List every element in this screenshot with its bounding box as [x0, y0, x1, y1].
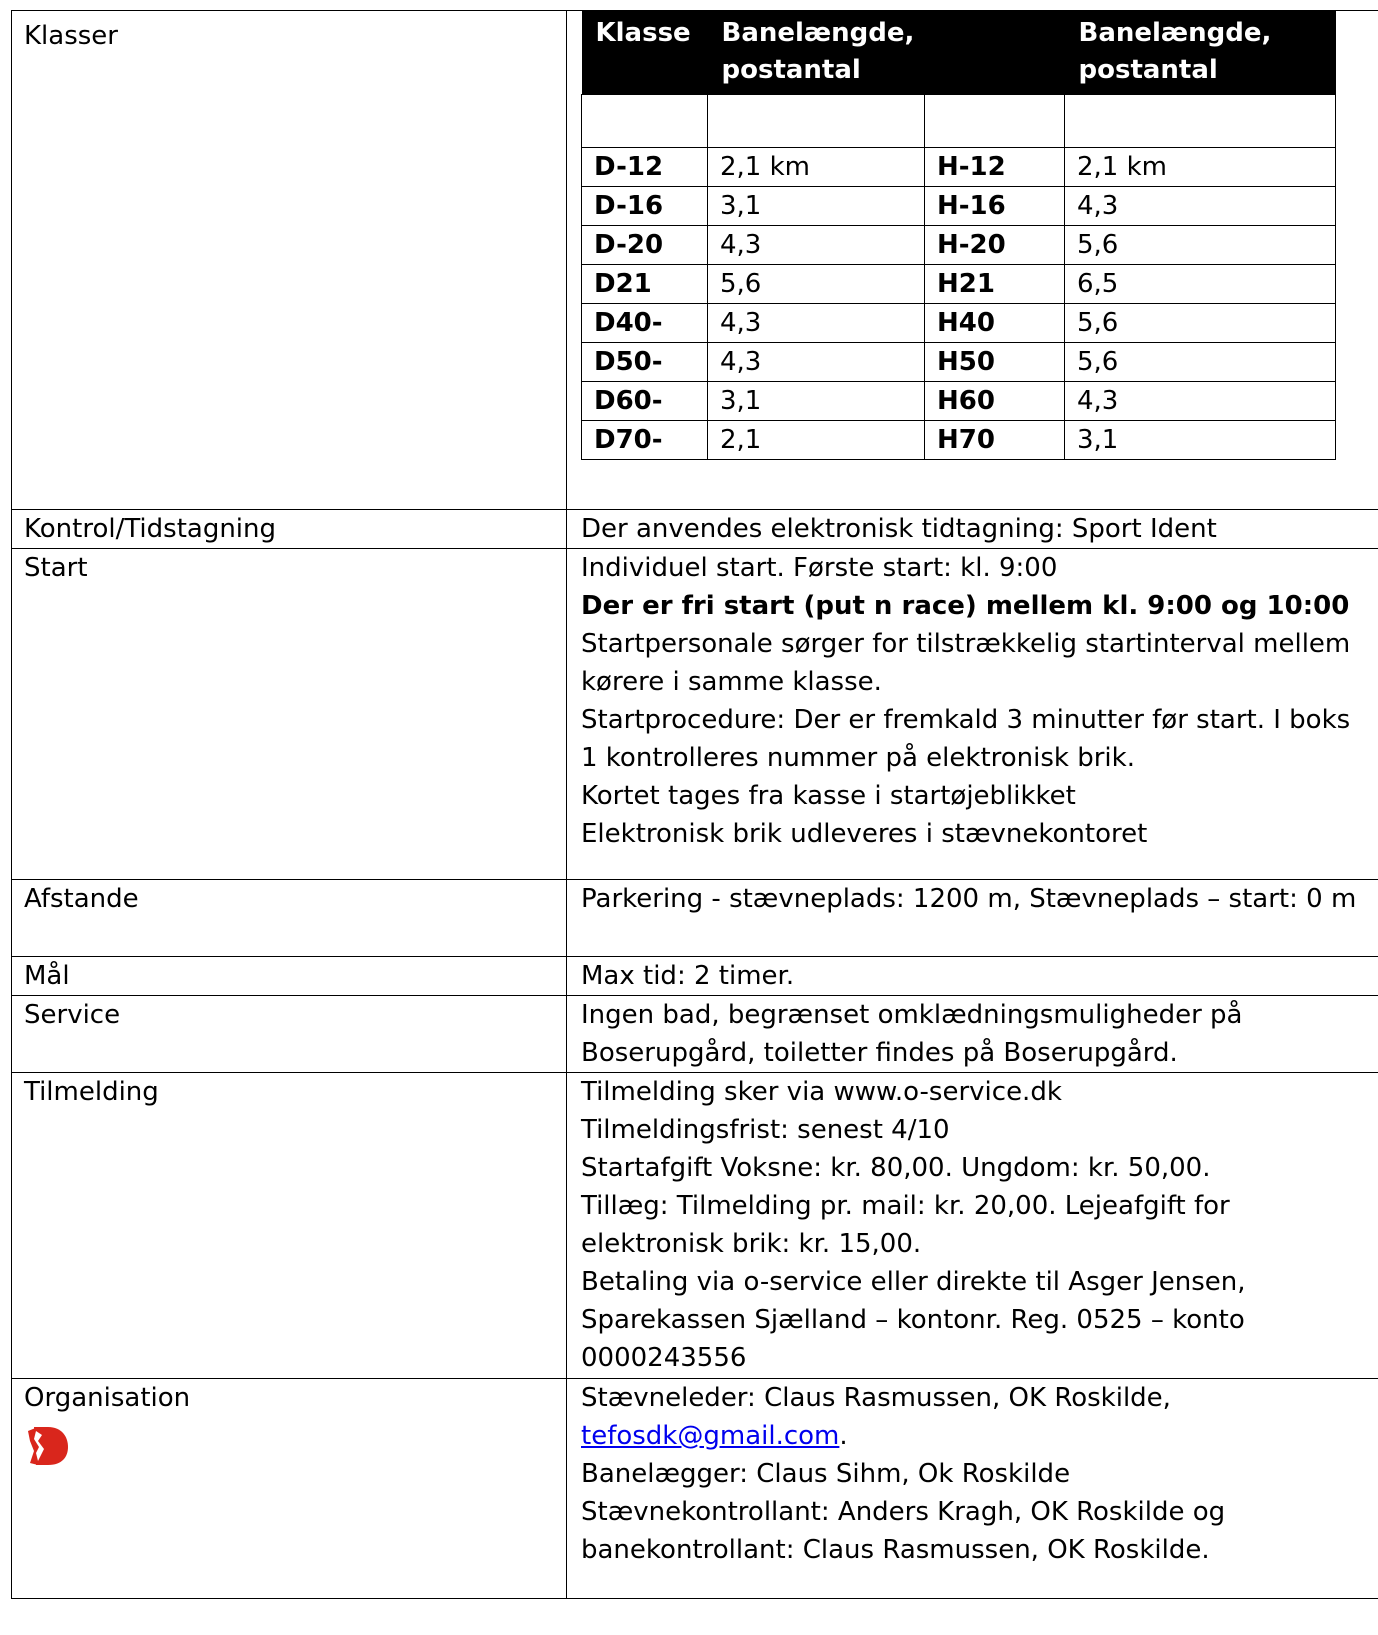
- service-line: Boserupgård, toiletter findes på Boserupgård.: [581, 1038, 1178, 1068]
- row-start: [12, 549, 1378, 880]
- class-name-cell: D-12: [582, 148, 708, 187]
- start-line: Startpersonale sørger for tilstrækkelig startinterval mellem: [581, 629, 1351, 659]
- organisation-line: banekontrollant: Claus Rasmussen, OK Roskilde.: [581, 1535, 1210, 1565]
- empty-cell: [925, 95, 1065, 148]
- tilmelding-line: Tilmelding sker via www.o-service.dk: [581, 1077, 1062, 1107]
- course-length-cell: 5,6: [1065, 226, 1336, 265]
- class-name-cell: D-16: [582, 187, 708, 226]
- organisation-line: Banelægger: Claus Sihm, Ok Roskilde: [581, 1459, 1071, 1489]
- empty-cell: [1065, 95, 1336, 148]
- start-line: 1 kontrolleres nummer på elektronisk brik.: [581, 743, 1135, 773]
- tilmelding-line: Startafgift Voksne: kr. 80,00. Ungdom: kr. 50,00.: [581, 1153, 1211, 1183]
- start-line: Kortet tages fra kasse i startøjeblikket: [581, 781, 1076, 811]
- club-logo-icon: [24, 1423, 70, 1469]
- class-name-cell: D21: [582, 265, 708, 304]
- event-info-table: [11, 10, 1378, 1599]
- class-name-cell: H70: [925, 421, 1065, 460]
- label-service: Service: [12, 996, 567, 1073]
- row-maal: [12, 957, 1378, 996]
- row-afstande: [12, 880, 1378, 957]
- course-length-cell: 4,3: [1065, 187, 1336, 226]
- course-length-cell: 5,6: [1065, 304, 1336, 343]
- class-name-cell: H-16: [925, 187, 1065, 226]
- header-banelaengde-h: Banelængde, postantal: [1065, 11, 1336, 95]
- service-line: Ingen bad, begrænset omklædningsmuligheder på: [581, 1000, 1243, 1030]
- organisation-line-1: Stævneleder: Claus Rasmussen, OK Roskilde,: [581, 1383, 1171, 1413]
- class-name-cell: H40: [925, 304, 1065, 343]
- row-kontrol: [12, 510, 1378, 549]
- class-name-cell: D50-: [582, 343, 708, 382]
- start-line: Elektronisk brik udleveres i stævnekontoret: [581, 819, 1148, 849]
- class-row: [582, 421, 1336, 460]
- class-row: [582, 148, 1336, 187]
- course-length-cell: 4,3: [708, 226, 925, 265]
- tilmelding-line: 0000243556: [581, 1343, 747, 1373]
- classes-table: [581, 11, 1336, 460]
- course-length-cell: 3,1: [708, 187, 925, 226]
- start-line: Startprocedure: Der er fremkald 3 minutter før start. I boks: [581, 705, 1351, 735]
- course-length-cell: 2,1 km: [1065, 148, 1336, 187]
- tilmelding-line: Tillæg: Tilmelding pr. mail: kr. 20,00. Lejeafgift for: [581, 1191, 1230, 1221]
- course-length-cell: 5,6: [1065, 343, 1336, 382]
- course-length-cell: 5,6: [708, 265, 925, 304]
- label-afstande: Afstande: [12, 880, 567, 957]
- maal-text: Max tid: 2 timer.: [581, 961, 795, 991]
- empty-cell: [708, 95, 925, 148]
- header-klasse: Klasse: [582, 11, 708, 95]
- label-tilmelding: Tilmelding: [12, 1073, 567, 1379]
- row-organisation: [12, 1379, 1378, 1599]
- start-line: kørere i samme klasse.: [581, 667, 882, 697]
- course-length-cell: 3,1: [708, 382, 925, 421]
- class-name-cell: D40-: [582, 304, 708, 343]
- header-banelaengde-d: Banelængde, postantal: [708, 11, 925, 95]
- course-length-cell: 3,1: [1065, 421, 1336, 460]
- afstande-text: Parkering - stævneplads: 1200 m, Stævneplads – start: 0 m: [581, 884, 1357, 914]
- label-start: Start: [12, 549, 567, 880]
- course-length-cell: 2,1 km: [708, 148, 925, 187]
- start-line-1: Individuel start. Første start: kl. 9:00: [581, 553, 1058, 583]
- organisation-line: Stævnekontrollant: Anders Kragh, OK Roskilde og: [581, 1497, 1226, 1527]
- class-name-cell: D70-: [582, 421, 708, 460]
- kontrol-text: Der anvendes elektronisk tidtagning: Sport Ident: [581, 514, 1217, 544]
- class-name-cell: H50: [925, 343, 1065, 382]
- tilmelding-line: Betaling via o-service eller direkte til Asger Jensen,: [581, 1267, 1246, 1297]
- label-klasser: Klasser: [12, 11, 567, 510]
- email-suffix: .: [839, 1421, 848, 1451]
- class-row: [582, 265, 1336, 304]
- class-row: [582, 226, 1336, 265]
- course-length-cell: 4,3: [708, 304, 925, 343]
- row-service: [12, 996, 1378, 1073]
- label-organisation: Organisation: [24, 1383, 191, 1413]
- class-name-cell: H-20: [925, 226, 1065, 265]
- class-name-cell: H21: [925, 265, 1065, 304]
- tilmelding-line: Tilmeldingsfrist: senest 4/10: [581, 1115, 950, 1145]
- class-name-cell: D-20: [582, 226, 708, 265]
- empty-cell: [582, 95, 708, 148]
- classes-spacer-row: [582, 95, 1336, 148]
- row-tilmelding: [12, 1073, 1378, 1379]
- class-row: [582, 343, 1336, 382]
- tilmelding-line: elektronisk brik: kr. 15,00.: [581, 1229, 922, 1259]
- classes-header-row: [582, 11, 1336, 95]
- class-row: [582, 304, 1336, 343]
- class-name-cell: H60: [925, 382, 1065, 421]
- label-kontrol: Kontrol/Tidstagning: [12, 510, 567, 549]
- class-row: [582, 187, 1336, 226]
- course-length-cell: 2,1: [708, 421, 925, 460]
- row-klasser: [12, 11, 1378, 510]
- class-row: [582, 382, 1336, 421]
- course-length-cell: 4,3: [708, 343, 925, 382]
- label-maal: Mål: [12, 957, 567, 996]
- class-name-cell: H-12: [925, 148, 1065, 187]
- header-blank: [925, 11, 1065, 95]
- class-name-cell: D60-: [582, 382, 708, 421]
- start-bold-line: Der er fri start (put n race) mellem kl. 9:00 og 10:00: [581, 591, 1350, 621]
- course-length-cell: 4,3: [1065, 382, 1336, 421]
- course-length-cell: 6,5: [1065, 265, 1336, 304]
- email-link[interactable]: tefosdk@gmail.com: [581, 1421, 840, 1451]
- tilmelding-line: Sparekassen Sjælland – kontonr. Reg. 0525 – konto: [581, 1305, 1245, 1335]
